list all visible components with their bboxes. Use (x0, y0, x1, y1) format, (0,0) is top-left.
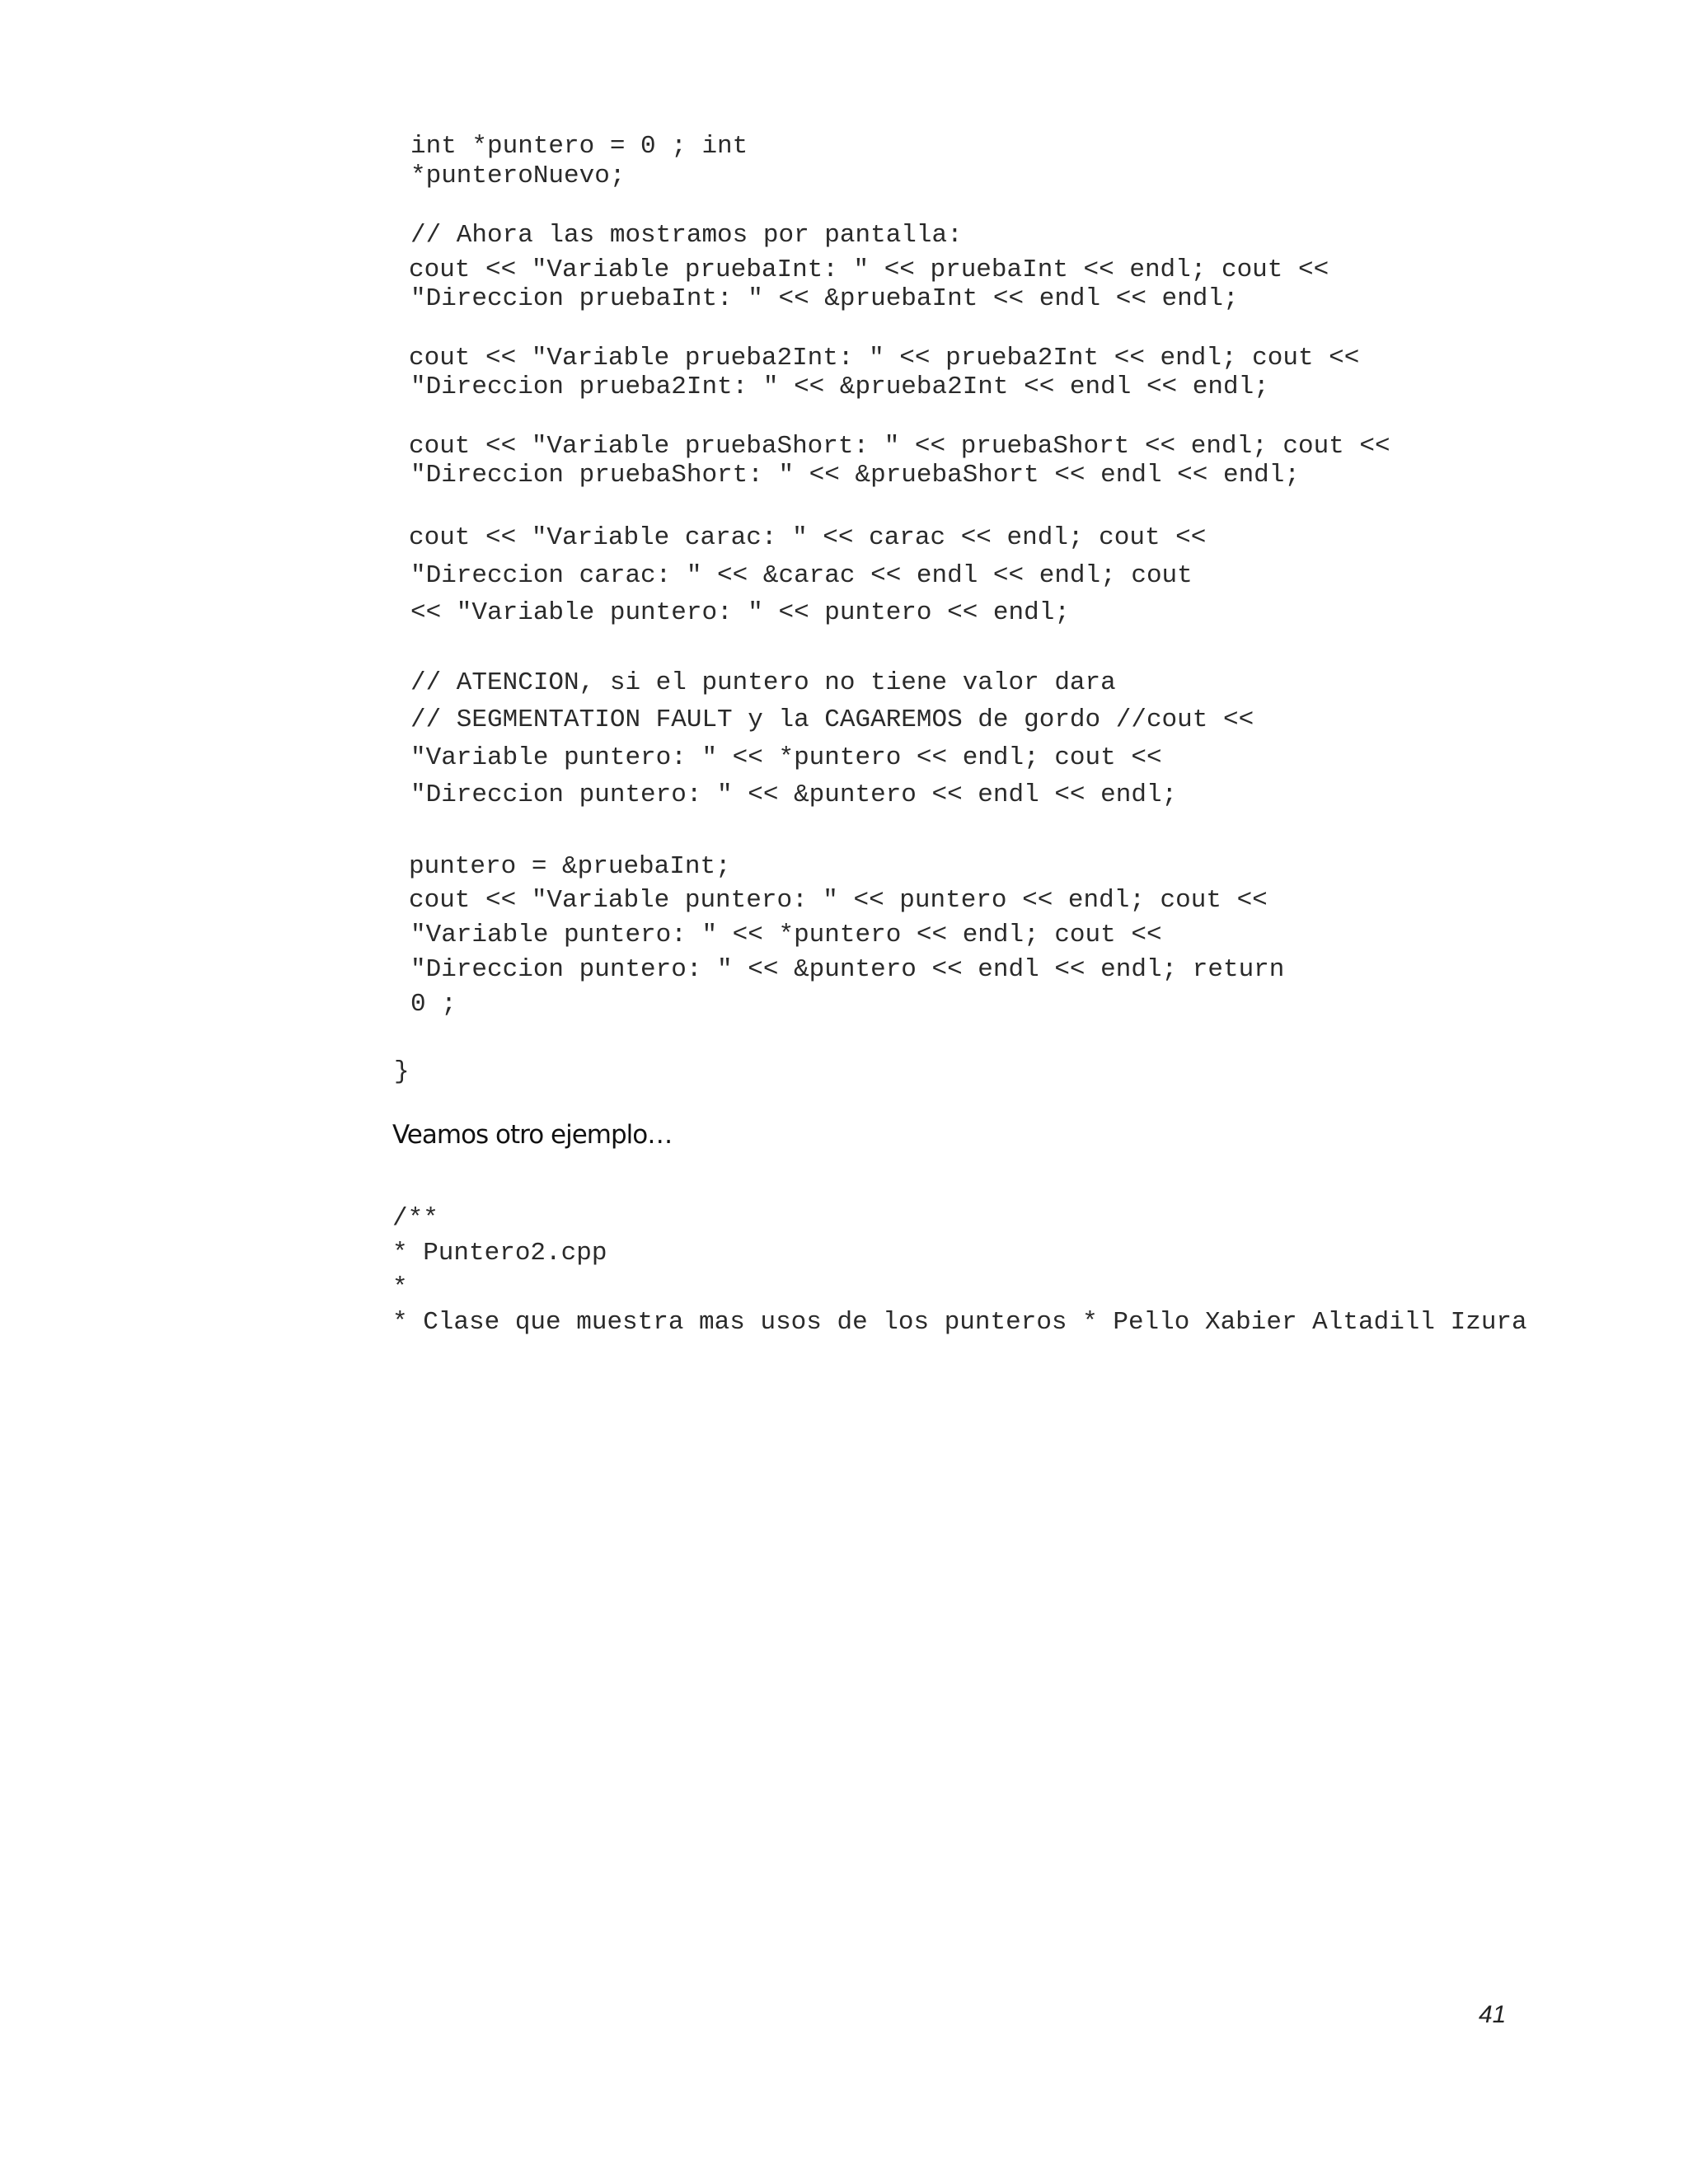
code-line: "Variable puntero: " << *puntero << endl; cout << (410, 743, 1162, 772)
code-comment-line: // SEGMENTATION FAULT y la CAGAREMOS de gordo //cout << (410, 705, 1254, 734)
code-comment-line: /** (392, 1204, 438, 1233)
code-line: "Direccion pruebaInt: " << &pruebaInt << endl << endl; (410, 284, 1239, 313)
code-line: "Direccion prueba2Int: " << &prueba2Int << endl << endl; (410, 373, 1269, 401)
code-line: "Variable puntero: " << *puntero << endl; cout << (410, 921, 1162, 949)
code-line: cout << "Variable pruebaInt: " << pruebaInt << endl; cout << (409, 255, 1329, 284)
code-line: "Direccion puntero: " << &puntero << endl << endl; return (410, 955, 1285, 984)
code-line: cout << "Variable puntero: " << puntero << endl; cout << (409, 886, 1268, 915)
code-closing-brace: } (394, 1057, 410, 1086)
code-comment-line: // ATENCION, si el puntero no tiene valor dara (410, 668, 1116, 697)
page-number: 41 (1479, 2001, 1507, 2028)
code-line: cout << "Variable prueba2Int: " << prueba2Int << endl; cout << (409, 344, 1360, 373)
code-line: puntero = &pruebaInt; (409, 852, 731, 881)
code-line: cout << "Variable carac: " << carac << endl; cout << (409, 523, 1207, 552)
code-line: 0 ; (410, 990, 457, 1019)
code-comment-line: * Puntero2.cpp (392, 1239, 607, 1268)
code-line: "Direccion pruebaShort: " << &pruebaShort << endl << endl; (410, 461, 1300, 490)
code-line: cout << "Variable pruebaShort: " << pruebaShort << endl; cout << (409, 432, 1390, 461)
code-line: << "Variable puntero: " << puntero << endl; (410, 598, 1070, 627)
code-comment-line: * (392, 1273, 408, 1302)
code-line: "Direccion carac: " << &carac << endl << endl; cout (410, 561, 1193, 590)
body-text: Veamos otro ejemplo… (392, 1120, 673, 1150)
code-comment-line: // Ahora las mostramos por pantalla: (410, 221, 963, 250)
code-line: int *puntero = 0 ; int (410, 132, 748, 161)
code-comment-line: * Clase que muestra mas usos de los punteros * Pello Xabier Altadill Izura (392, 1308, 1527, 1337)
code-line: *punteroNuevo; (410, 162, 626, 190)
code-line: "Direccion puntero: " << &puntero << endl << endl; (410, 780, 1178, 809)
